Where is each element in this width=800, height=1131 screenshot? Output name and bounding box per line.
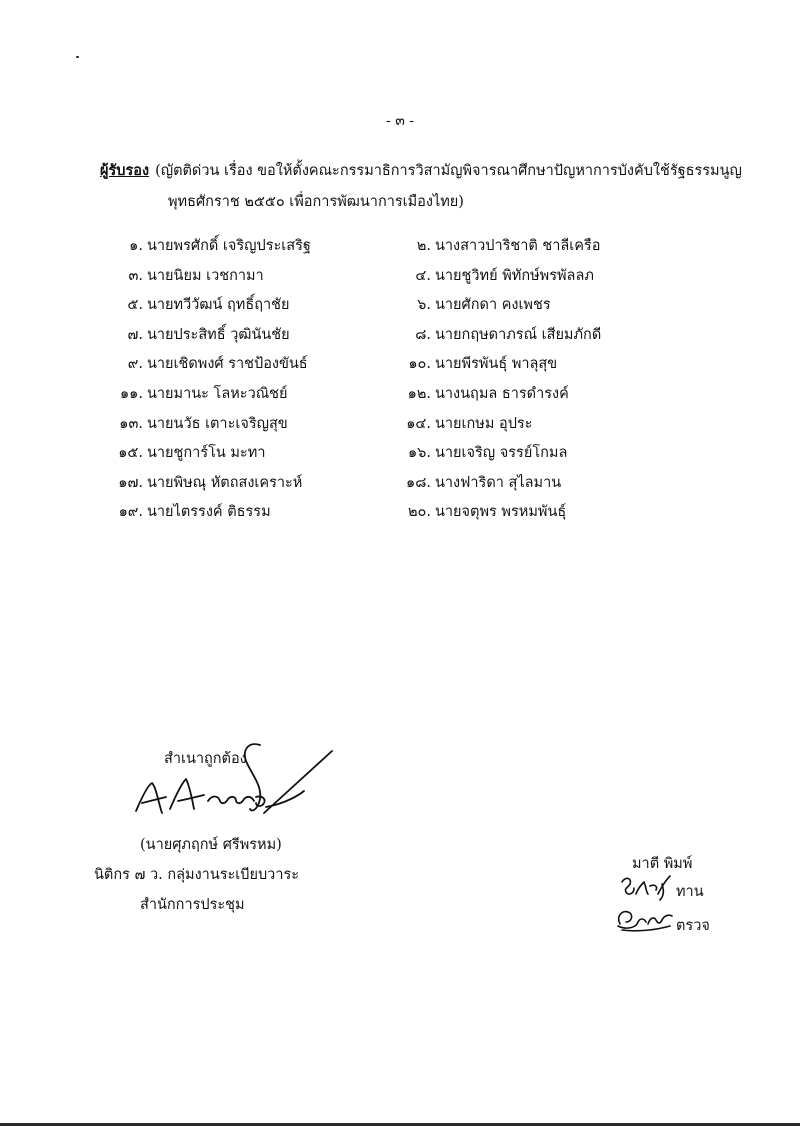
list-item <box>110 321 380 351</box>
member-name: นายไตรรงค์ ติธรรม <box>147 504 271 521</box>
certifier-office: สำนักการประชุม <box>140 897 245 913</box>
certifier-position: นิติกร ๗ ว. กลุ่มงานระเบียบวาระ <box>94 867 300 883</box>
list-item <box>110 350 380 380</box>
item-number: ๑๑. <box>119 385 143 402</box>
item-number: ๑๔. <box>406 415 431 432</box>
list-item <box>398 262 728 292</box>
item-number: ๑๖. <box>407 445 431 462</box>
list-item <box>110 291 380 321</box>
item-number: ๑๒. <box>407 385 431 402</box>
member-name: นางสาวปาริชาติ ชาลีเครือ <box>435 238 601 254</box>
list-item <box>398 498 728 528</box>
member-name: นายชูการ์โน มะทา <box>147 445 266 462</box>
item-number: ๕. <box>127 297 143 314</box>
member-name: นายประสิทธิ์ วุฒินันชัย <box>147 326 290 343</box>
certifier-name: (นายศุภฤกษ์ ศรีพรหม) <box>140 837 282 853</box>
member-name: นายเจริญ จรรย์โกมล <box>435 445 568 462</box>
member-name: นายนวัธ เตาะเจริญสุข <box>147 415 288 432</box>
proofreader-initials <box>618 872 674 902</box>
member-name: นายมานะ โลหะวณิชย์ <box>147 385 288 402</box>
item-number: ๒. <box>416 238 431 254</box>
list-item <box>110 262 380 292</box>
member-name: นางนฤมล ธารดำรงค์ <box>435 385 569 402</box>
list-item <box>110 469 380 499</box>
endorser-list-right <box>398 232 728 528</box>
member-name: นางฟาริดา สุไลมาน <box>435 474 562 491</box>
list-item <box>110 410 380 440</box>
member-name: นายพิษณุ หัตถสงเคราะห์ <box>147 474 303 491</box>
item-number: ๒๐. <box>407 504 431 521</box>
item-number: ๔. <box>415 267 431 284</box>
item-number: ๑๕. <box>118 445 143 462</box>
list-item <box>110 232 380 262</box>
list-item <box>398 439 728 469</box>
checker-initials <box>614 906 676 934</box>
item-number: ๙. <box>127 356 143 373</box>
endorsement-block <box>100 155 750 218</box>
list-item <box>398 380 728 410</box>
item-number: ๑๓. <box>119 415 143 432</box>
checked-label: ตรวจ <box>676 918 710 934</box>
endorser-list-left <box>110 232 380 528</box>
member-name: นายศักดา คงเพชร <box>435 297 551 314</box>
certified-copy-label: สำเนาถูกต้อง <box>164 751 247 767</box>
item-number: ๑๐. <box>408 356 431 373</box>
list-item <box>110 380 380 410</box>
item-number: ๖. <box>417 297 431 314</box>
list-item <box>110 439 380 469</box>
member-name: นายเกษม อุประ <box>435 415 533 432</box>
list-item <box>398 350 728 380</box>
list-item <box>398 232 728 262</box>
list-item <box>398 321 728 351</box>
item-number: ๓. <box>128 267 143 284</box>
typist-block <box>600 850 770 940</box>
endorsement-subject-line1: (ญัตติด่วน เรื่อง ขอให้ตั้งคณะกรรมาธิการวิสามัญพิจารณาศึกษาปัญหาการบังคับใช้รัฐธรรมนูญ <box>155 163 742 179</box>
item-number: ๘. <box>415 326 431 343</box>
member-name: นายชูวิทย์ พิทักษ์พรพัลลภ <box>435 267 594 284</box>
list-item <box>398 410 728 440</box>
proofread-label: ทาน <box>676 884 704 900</box>
item-number: ๑๗. <box>118 474 143 491</box>
list-item <box>398 469 728 499</box>
item-number: ๗. <box>127 326 143 343</box>
member-name: นายพีรพันธุ์ พาลุสุข <box>435 356 558 373</box>
member-name: นายกฤษดาภรณ์ เสียมภักดี <box>435 326 602 343</box>
typed-by: มาตี พิมพ์ <box>632 856 693 872</box>
list-item <box>398 291 728 321</box>
member-name: นายเชิดพงศ์ ราชป้องขันธ์ <box>147 356 308 373</box>
endorsement-label: ผู้รับรอง <box>100 162 150 179</box>
member-name: นายจตุพร พรหมพันธุ์ <box>435 504 567 521</box>
member-name: นายพรศักดิ์ เจริญประเสริฐ <box>147 238 311 254</box>
item-number: ๑๘. <box>406 474 431 491</box>
scan-speck <box>76 56 79 58</box>
member-name: นายนิยม เวชกามา <box>147 267 264 284</box>
page-number: - ๓ - <box>386 113 414 129</box>
member-name: นายทวีวัฒน์ ฤทธิ์ฤาชัย <box>147 297 290 314</box>
list-item <box>110 498 380 528</box>
scan-bottom-edge <box>0 1123 800 1126</box>
endorsement-subject-line2: พุทธศักราช ๒๕๕๐ เพื่อการพัฒนาการเมืองไทย) <box>168 194 464 210</box>
item-number: ๑๙. <box>118 504 143 521</box>
item-number: ๑. <box>129 238 143 254</box>
